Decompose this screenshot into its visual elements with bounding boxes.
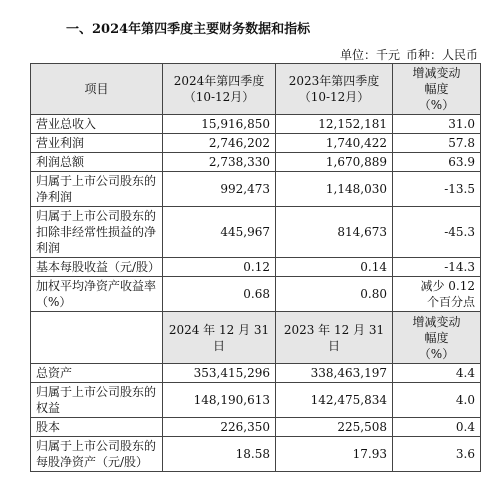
row-label-line3: 利润 bbox=[36, 241, 61, 255]
cell-2023: 142,475,834 bbox=[276, 383, 393, 418]
header-2024-date: 2024 年 12 月 31 日 bbox=[163, 312, 276, 364]
table-row bbox=[31, 258, 481, 277]
row-label bbox=[31, 172, 163, 207]
row-label: 营业利润 bbox=[31, 134, 163, 153]
header-change-line1: 增减变动 bbox=[412, 66, 461, 80]
header-2024q4-line1: 2024年第四季度 bbox=[173, 74, 265, 88]
cell-change: -13.5 bbox=[393, 172, 481, 207]
cell-change: 31.0 bbox=[393, 115, 481, 134]
row-label: 利润总额 bbox=[31, 153, 163, 172]
table1-header-row bbox=[31, 64, 481, 115]
row-label: 股本 bbox=[31, 418, 163, 437]
cell-change: -14.3 bbox=[393, 258, 481, 277]
row-label-line2: 扣除非经常性损益的净 bbox=[36, 225, 157, 239]
row-label: 基本每股收益（元/股） bbox=[31, 258, 163, 277]
row-label-line1: 归属于上市公司股东的 bbox=[36, 209, 157, 223]
currency-text: 币种：人民币 bbox=[405, 48, 478, 62]
table-row bbox=[31, 134, 481, 153]
cell-2024: 15,916,850 bbox=[163, 115, 276, 134]
header-2024q4 bbox=[163, 64, 276, 115]
header-change-line2: 幅度 bbox=[424, 82, 449, 96]
header-change-line3: （%） bbox=[418, 346, 455, 361]
table-row bbox=[31, 437, 481, 472]
cell-change: 57.8 bbox=[393, 134, 481, 153]
cell-2023: 814,673 bbox=[276, 207, 393, 258]
cell-change-line1: 减少 0.12 bbox=[420, 279, 475, 293]
cell-2023: 17.93 bbox=[276, 437, 393, 472]
cell-2023: 225,508 bbox=[276, 418, 393, 437]
table-row bbox=[31, 153, 481, 172]
row-label: 总资产 bbox=[31, 364, 163, 383]
cell-2023: 338,463,197 bbox=[276, 364, 393, 383]
row-label-line2: （%） bbox=[36, 295, 72, 309]
row-label-line1: 归属于上市公司股东的 bbox=[36, 439, 157, 453]
header-change-line3: （%） bbox=[418, 98, 455, 112]
cell-2024: 0.68 bbox=[163, 277, 276, 312]
header-2024q4-line2: （10-12月） bbox=[183, 90, 255, 104]
section-title: 一、2024年第四季度主要财务数据和指标 bbox=[66, 22, 311, 37]
header-2023q4 bbox=[276, 64, 393, 115]
cell-2023: 1,670,889 bbox=[276, 153, 393, 172]
row-label-line2: 净利润 bbox=[36, 190, 73, 204]
row-label bbox=[31, 437, 163, 472]
cell-2024: 18.58 bbox=[163, 437, 276, 472]
row-label-line1: 加权平均净资产收益率 bbox=[36, 279, 157, 293]
cell-2024: 2,746,202 bbox=[163, 134, 276, 153]
header-2023q4-line2: （10-12月） bbox=[298, 90, 370, 104]
row-label-line2: 权益 bbox=[36, 401, 61, 415]
cell-2023: 0.14 bbox=[276, 258, 393, 277]
row-label bbox=[31, 383, 163, 418]
cell-change: 63.9 bbox=[393, 153, 481, 172]
row-label bbox=[31, 277, 163, 312]
header-change bbox=[393, 64, 481, 115]
cell-2023: 0.80 bbox=[276, 277, 393, 312]
cell-2023: 12,152,181 bbox=[276, 115, 393, 134]
header-change-line1: 增减变动 bbox=[412, 314, 461, 329]
cell-2024: 445,967 bbox=[163, 207, 276, 258]
header-item: 项目 bbox=[31, 64, 163, 115]
cell-change: 4.4 bbox=[393, 364, 481, 383]
table2-header-row bbox=[31, 312, 481, 364]
cell-change: -45.3 bbox=[393, 207, 481, 258]
row-label-line1: 归属于上市公司股东的 bbox=[36, 174, 157, 188]
row-label bbox=[31, 207, 163, 258]
table-row bbox=[31, 383, 481, 418]
cell-2024: 2,738,330 bbox=[163, 153, 276, 172]
row-label-line1: 归属于上市公司股东的 bbox=[36, 385, 157, 399]
table-row bbox=[31, 277, 481, 312]
header-change bbox=[393, 312, 481, 364]
cell-2023: 1,148,030 bbox=[276, 172, 393, 207]
header-change-line2: 幅度 bbox=[424, 330, 449, 345]
cell-change: 0.4 bbox=[393, 418, 481, 437]
cell-2024: 0.12 bbox=[163, 258, 276, 277]
cell-change: 4.0 bbox=[393, 383, 481, 418]
table-row bbox=[31, 115, 481, 134]
table-row bbox=[31, 207, 481, 258]
cell-2024: 992,473 bbox=[163, 172, 276, 207]
header-blank bbox=[31, 312, 163, 364]
cell-2024: 148,190,613 bbox=[163, 383, 276, 418]
financial-table bbox=[30, 63, 481, 472]
table-row bbox=[31, 364, 481, 383]
row-label-line2: 每股净资产（元/股） bbox=[36, 455, 149, 469]
cell-change: 3.6 bbox=[393, 437, 481, 472]
unit-text: 单位：千元 bbox=[339, 48, 400, 62]
cell-2023: 1,740,422 bbox=[276, 134, 393, 153]
row-label: 营业总收入 bbox=[31, 115, 163, 134]
cell-change bbox=[393, 277, 481, 312]
cell-2024: 353,415,296 bbox=[163, 364, 276, 383]
header-2023-date: 2023 年 12 月 31 日 bbox=[276, 312, 393, 364]
table-row bbox=[31, 418, 481, 437]
table-row bbox=[31, 172, 481, 207]
header-2023q4-line1: 2023年第四季度 bbox=[288, 74, 380, 88]
unit-line bbox=[334, 46, 478, 63]
cell-2024: 226,350 bbox=[163, 418, 276, 437]
cell-change-line2: 个百分点 bbox=[426, 295, 475, 309]
